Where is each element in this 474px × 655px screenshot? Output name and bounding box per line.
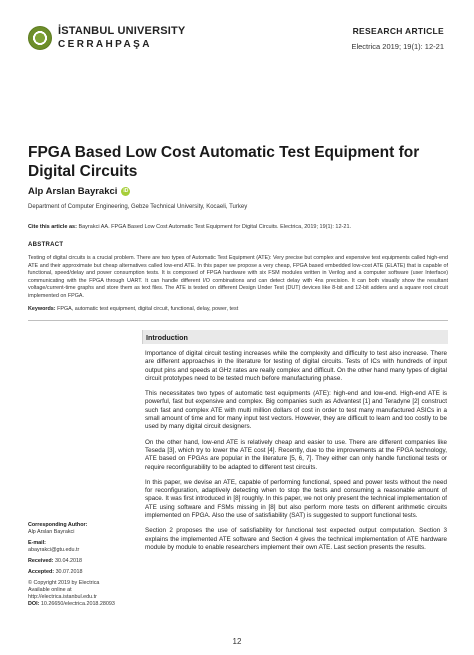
- body-paragraph: Section 2 proposes the use of satisfiability for functional test expected output computation. Section 3 explains the implemented ATE software and Section 4 gives the technical implementation of ATE hardware module by module to enable researchers implement their own ATE. Last section presents the results.: [145, 527, 447, 551]
- orcid-icon[interactable]: iD: [123, 188, 129, 194]
- received-date: 30.04.2018: [54, 558, 82, 564]
- email-link[interactable]: abayrakci@gtu.edu.tr: [28, 547, 80, 553]
- abstract-heading: ABSTRACT: [28, 242, 64, 248]
- keywords: [28, 306, 448, 312]
- body-paragraph: In this paper, we devise an ATE, capable of performing functional, speed and power tests without the need for reconfiguration, adaptively detecting when to stop the tests and consuming a reasonable amount of space. It was first introduced in [8] roughly. In this paper, we not only present the technical implementation of ATE using software and FSMs missing in [8] but also perform more tests on different arithmetic circuits implemented on FPGA. Also the use of satisfiability (SAT) is suggested to support functional tests.: [145, 478, 447, 520]
- journal-url-link[interactable]: http://electrica.istanbul.edu.tr: [28, 594, 97, 600]
- accepted-label: Accepted:: [28, 569, 55, 575]
- citation: [28, 224, 448, 230]
- journal-reference: Electrica 2019; 19(1): 12-21: [351, 42, 444, 51]
- doi-link[interactable]: 10.26650/electrica.2018.28093: [40, 601, 115, 607]
- university-seal-icon: [28, 26, 52, 50]
- body-paragraph: This necessitates two types of automatic test equipments (ATE): high-end and low-end. High-end ATE is powerful, fast but expensive and complex. Big companies such as Advantest [1] and Teradyne [2] construct such fast and complex ATE with multi million dollars of cost in order to test many manufactured ASICs in a small amount of time and for many input test vectors. However, they are difficult to learn and too costly to be used by many digital circuit designers.: [145, 390, 447, 431]
- university-name-line1: İSTANBUL UNIVERSITY: [58, 25, 186, 37]
- available-label: Available online at: [28, 587, 72, 593]
- email-label: E-mail:: [28, 540, 46, 546]
- copyright: © Copyright 2019 by Electrica: [28, 580, 100, 586]
- article-info-sidebar: [28, 522, 136, 608]
- article-title: FPGA Based Low Cost Automatic Test Equipment for Digital Circuits: [28, 144, 420, 180]
- corresponding-author-name: Alp Arslan Bayrakci: [28, 529, 75, 535]
- page-number: 12: [232, 637, 242, 646]
- body-paragraph: Importance of digital circuit testing increases while the complexity and difficulty to test also increase. There are different approaches in the literature for testing of digital circuits. Tests of ICs with hundreds of input output pins and speeds at GHz rates are really complex and difficult. On the other hand many types of digital circuit prototypes need to be tested much before manufacturing phase.: [145, 350, 447, 382]
- section-divider: [28, 320, 448, 321]
- abstract-text: Testing of digital circuits is a crucial problem. There are two types of Automatic Test Equipment (ATE): Very precise but complex and expensive test equipments called high-end ATE and their approximate but cheap alternatives called low-end ATE. In this paper we propose a very cheap, FPGA based embedded low-cost ATE (ELATE) that is capable of functional, speed/delay and power consumption tests. It is composed of FPGA hardware with six FSM modules written in Verilog and a computer software (user Interface) communicating with the FPGA through UART. It can handle different I/O combinations and can detect delay with 4ns precision. It can both visually show the resultant voltage/current-time graphs and store them as text files. The ATE is tested on different Design Under Test (DUT) devices like 8-bit and 12-bit adders and a square root circuit implemented on FPGA.: [28, 255, 448, 299]
- author-affiliation: Department of Computer Engineering, Gebze Technical University, Kocaeli, Turkey: [28, 204, 248, 210]
- accepted-date: 30.07.2018: [55, 569, 83, 575]
- article-type: RESEARCH ARTICLE: [352, 26, 444, 36]
- author-row: [28, 186, 130, 197]
- corresponding-author-label: Corresponding Author:: [28, 522, 88, 528]
- keywords-label: Keywords:: [28, 306, 56, 312]
- university-name-line2: CERRAHPAŞA: [58, 39, 152, 50]
- received-label: Received:: [28, 558, 54, 564]
- section-heading: Introduction: [146, 333, 188, 342]
- keywords-text: FPGA, automatic test equipment, digital circuit, functional, delay, power, test: [57, 306, 239, 312]
- body-paragraph: On the other hand, low-end ATE is relatively cheap and easier to use. There are different companies like Teseda [3], which try to lower the ATE cost [4]. Recently, due to the improvements at the FPGA technology, ATE based on FPGAs are popular in the literature [5, 6, 7]. They either can only handle functional tests or require reconfigurability to be adapted to different test circuits.: [145, 438, 447, 471]
- author-name: Alp Arslan Bayrakci: [28, 186, 118, 197]
- body-column: [145, 350, 447, 559]
- doi-label: DOI:: [28, 601, 40, 607]
- citation-text: Bayrakci AA. FPGA Based Low Cost Automatic Test Equipment for Digital Circuits. Electrica, 2019; 19(1): 12-21.: [78, 224, 352, 230]
- citation-label: Cite this article as:: [28, 224, 77, 230]
- university-logo: [28, 26, 185, 50]
